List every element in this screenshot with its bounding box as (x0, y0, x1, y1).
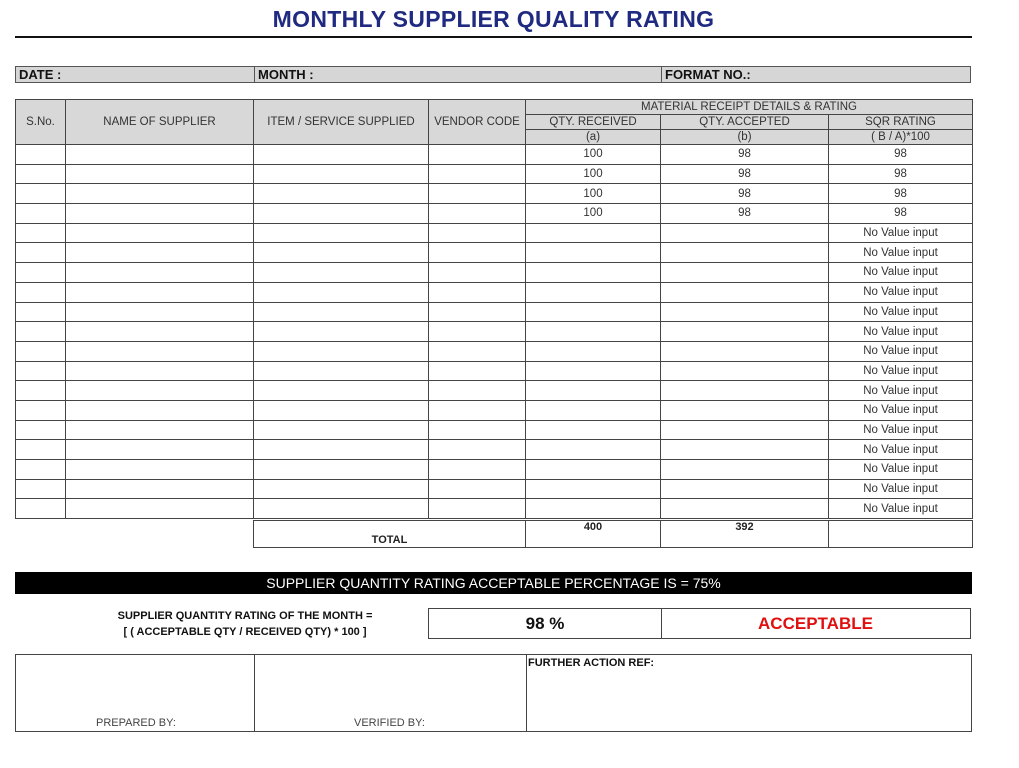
col-header-sqr-rating: SQR RATING (829, 115, 973, 130)
cell-sqr-rating[interactable]: No Value input (829, 302, 973, 322)
cell-vendor-code[interactable] (429, 341, 526, 361)
cell-vendor-code[interactable] (429, 420, 526, 440)
table-row (16, 460, 973, 480)
cell-qty-accepted[interactable]: 98 (661, 204, 829, 224)
cell-sqr-rating[interactable]: 98 (829, 204, 973, 224)
further-action-label: FURTHER ACTION REF: (528, 657, 655, 669)
cell-sqr-rating[interactable]: No Value input (829, 322, 973, 342)
totals-row (253, 520, 973, 548)
cell-qty-received[interactable] (526, 460, 661, 480)
date-field[interactable] (16, 67, 254, 82)
cell-item[interactable] (254, 361, 429, 381)
cell-supplier[interactable] (66, 164, 254, 184)
supplier-rating-table (15, 99, 973, 519)
formula-line-2: [ ( ACCEPTABLE QTY / RECEIVED QTY) * 100 ] (123, 626, 367, 638)
cell-sno[interactable] (16, 361, 66, 381)
formula-text (100, 608, 390, 640)
table-row (16, 302, 973, 322)
table-row (16, 499, 973, 519)
cell-sno[interactable] (16, 204, 66, 224)
title-divider (15, 36, 972, 38)
group-header-material-receipt: MATERIAL RECEIPT DETAILS & RATING (526, 100, 973, 115)
cell-supplier[interactable] (66, 243, 254, 263)
cell-sno[interactable] (16, 184, 66, 204)
cell-item[interactable] (254, 440, 429, 460)
cell-supplier[interactable] (66, 204, 254, 224)
cell-qty-received[interactable] (526, 400, 661, 420)
cell-item[interactable] (254, 381, 429, 401)
table-row (16, 420, 973, 440)
cell-item[interactable] (254, 322, 429, 342)
cell-vendor-code[interactable] (429, 184, 526, 204)
cell-supplier[interactable] (66, 479, 254, 499)
header-info-bar (15, 66, 971, 83)
table-row (16, 184, 973, 204)
cell-item[interactable] (254, 282, 429, 302)
table-row (16, 479, 973, 499)
cell-qty-received[interactable] (526, 263, 661, 283)
cell-qty-accepted[interactable] (661, 341, 829, 361)
cell-qty-accepted[interactable]: 98 (661, 164, 829, 184)
cell-supplier[interactable] (66, 282, 254, 302)
cell-item[interactable] (254, 341, 429, 361)
cell-sqr-rating[interactable]: No Value input (829, 263, 973, 283)
cell-supplier[interactable] (66, 302, 254, 322)
cell-qty-accepted[interactable] (661, 263, 829, 283)
cell-vendor-code[interactable] (429, 164, 526, 184)
cell-qty-received[interactable] (526, 499, 661, 519)
subheader-accepted: (b) (661, 130, 829, 145)
cell-vendor-code[interactable] (429, 322, 526, 342)
cell-vendor-code[interactable] (429, 204, 526, 224)
cell-supplier[interactable] (66, 361, 254, 381)
cell-sqr-rating[interactable]: No Value input (829, 361, 973, 381)
cell-qty-received[interactable] (526, 223, 661, 243)
cell-qty-accepted[interactable] (661, 499, 829, 519)
cell-vendor-code[interactable] (429, 381, 526, 401)
col-header-qty-received: QTY. RECEIVED (526, 115, 661, 130)
cell-sqr-rating[interactable]: No Value input (829, 499, 973, 519)
cell-sno[interactable] (16, 302, 66, 322)
cell-item[interactable] (254, 145, 429, 165)
divider (526, 655, 527, 731)
cell-qty-accepted[interactable] (661, 381, 829, 401)
cell-supplier[interactable] (66, 184, 254, 204)
cell-qty-accepted[interactable] (661, 460, 829, 480)
cell-qty-received[interactable] (526, 440, 661, 460)
col-header-item: ITEM / SERVICE SUPPLIED (254, 100, 429, 145)
cell-sqr-rating[interactable]: No Value input (829, 282, 973, 302)
cell-sno[interactable] (16, 263, 66, 283)
cell-item[interactable] (254, 460, 429, 480)
table-row (16, 400, 973, 420)
cell-sno[interactable] (16, 243, 66, 263)
cell-item[interactable] (254, 479, 429, 499)
table-row (16, 263, 973, 283)
cell-sno[interactable] (16, 460, 66, 480)
table-row (16, 341, 973, 361)
cell-vendor-code[interactable] (429, 243, 526, 263)
format-no-field[interactable] (662, 67, 970, 82)
cell-sqr-rating[interactable]: No Value input (829, 479, 973, 499)
cell-vendor-code[interactable] (429, 361, 526, 381)
total-label: TOTAL (254, 521, 526, 548)
cell-qty-received[interactable] (526, 243, 661, 263)
date-label: DATE : (19, 67, 62, 82)
cell-qty-received[interactable] (526, 282, 661, 302)
acceptance-banner: SUPPLIER QUANTITY RATING ACCEPTABLE PERCENTAGE IS = 75% (15, 572, 972, 594)
cell-sno[interactable] (16, 164, 66, 184)
table-row (16, 440, 973, 460)
cell-item[interactable] (254, 223, 429, 243)
cell-qty-received[interactable] (526, 341, 661, 361)
cell-supplier[interactable] (66, 263, 254, 283)
prepared-by-label: PREPARED BY: (96, 717, 176, 729)
col-header-supplier: NAME OF SUPPLIER (66, 100, 254, 145)
cell-supplier[interactable] (66, 460, 254, 480)
cell-vendor-code[interactable] (429, 499, 526, 519)
cell-sqr-rating[interactable]: 98 (829, 164, 973, 184)
cell-qty-received[interactable] (526, 479, 661, 499)
cell-item[interactable] (254, 263, 429, 283)
cell-sqr-rating[interactable]: No Value input (829, 243, 973, 263)
cell-sno[interactable] (16, 282, 66, 302)
cell-sqr-rating[interactable]: No Value input (829, 341, 973, 361)
cell-qty-received[interactable] (526, 361, 661, 381)
page-title: MONTHLY SUPPLIER QUALITY RATING (272, 6, 715, 32)
col-header-qty-accepted: QTY. ACCEPTED (661, 115, 829, 130)
cell-qty-received[interactable] (526, 322, 661, 342)
cell-supplier[interactable] (66, 499, 254, 519)
cell-sno[interactable] (16, 420, 66, 440)
cell-qty-received[interactable]: 100 (526, 164, 661, 184)
cell-sqr-rating[interactable]: 98 (829, 145, 973, 165)
cell-sqr-rating[interactable]: No Value input (829, 460, 973, 480)
cell-sno[interactable] (16, 479, 66, 499)
cell-vendor-code[interactable] (429, 460, 526, 480)
cell-item[interactable] (254, 420, 429, 440)
table-row (16, 145, 973, 165)
cell-qty-accepted[interactable] (661, 223, 829, 243)
cell-item[interactable] (254, 243, 429, 263)
table-row (16, 282, 973, 302)
cell-qty-accepted[interactable] (661, 400, 829, 420)
cell-item[interactable] (254, 499, 429, 519)
table-row (16, 164, 973, 184)
cell-qty-accepted[interactable] (661, 420, 829, 440)
table-row (16, 381, 973, 401)
formula-line-1: SUPPLIER QUANTITY RATING OF THE MONTH = (117, 610, 373, 622)
cell-supplier[interactable] (66, 381, 254, 401)
cell-sno[interactable] (16, 400, 66, 420)
table-row (16, 243, 973, 263)
cell-supplier[interactable] (66, 223, 254, 243)
col-header-vendor-code: VENDOR CODE (429, 100, 526, 145)
cell-supplier[interactable] (66, 322, 254, 342)
cell-qty-accepted[interactable] (661, 243, 829, 263)
cell-vendor-code[interactable] (429, 282, 526, 302)
cell-sqr-rating[interactable]: No Value input (829, 420, 973, 440)
cell-qty-accepted[interactable]: 98 (661, 184, 829, 204)
cell-qty-accepted[interactable] (661, 322, 829, 342)
cell-supplier[interactable] (66, 400, 254, 420)
cell-vendor-code[interactable] (429, 440, 526, 460)
cell-sno[interactable] (16, 341, 66, 361)
cell-qty-accepted[interactable]: 98 (661, 145, 829, 165)
cell-qty-accepted[interactable] (661, 479, 829, 499)
cell-qty-accepted[interactable] (661, 361, 829, 381)
divider (254, 655, 255, 731)
month-field[interactable] (255, 67, 661, 82)
cell-qty-accepted[interactable] (661, 282, 829, 302)
subheader-received: (a) (526, 130, 661, 145)
cell-sno[interactable] (16, 145, 66, 165)
cell-item[interactable] (254, 164, 429, 184)
cell-qty-received[interactable]: 100 (526, 184, 661, 204)
cell-supplier[interactable] (66, 440, 254, 460)
cell-vendor-code[interactable] (429, 145, 526, 165)
signoff-section (15, 654, 972, 732)
cell-qty-received[interactable] (526, 420, 661, 440)
total-received: 400 (526, 521, 661, 548)
cell-sno[interactable] (16, 223, 66, 243)
cell-supplier[interactable] (66, 341, 254, 361)
cell-vendor-code[interactable] (429, 223, 526, 243)
cell-vendor-code[interactable] (429, 400, 526, 420)
cell-qty-received[interactable] (526, 381, 661, 401)
rating-status: ACCEPTABLE (758, 614, 873, 633)
cell-sno[interactable] (16, 322, 66, 342)
cell-qty-received[interactable] (526, 302, 661, 322)
cell-item[interactable] (254, 204, 429, 224)
col-header-sno: S.No. (16, 100, 66, 145)
cell-sno[interactable] (16, 499, 66, 519)
cell-sqr-rating[interactable]: No Value input (829, 440, 973, 460)
cell-qty-received[interactable]: 100 (526, 145, 661, 165)
table-row (16, 361, 973, 381)
cell-vendor-code[interactable] (429, 479, 526, 499)
cell-supplier[interactable] (66, 420, 254, 440)
result-box (428, 608, 971, 639)
monthly-rating-percent: 98 % (429, 609, 662, 638)
cell-sqr-rating[interactable]: No Value input (829, 400, 973, 420)
cell-sqr-rating[interactable]: No Value input (829, 223, 973, 243)
table-row (16, 204, 973, 224)
cell-supplier[interactable] (66, 145, 254, 165)
table-row (16, 223, 973, 243)
cell-qty-accepted[interactable] (661, 302, 829, 322)
format-no-label: FORMAT NO.: (665, 67, 751, 82)
cell-sqr-rating[interactable]: No Value input (829, 381, 973, 401)
month-label: MONTH : (258, 67, 314, 82)
verified-by-label: VERIFIED BY: (354, 717, 425, 729)
total-rating (829, 521, 973, 548)
total-accepted: 392 (661, 521, 829, 548)
cell-item[interactable] (254, 184, 429, 204)
subheader-rating: ( B / A)*100 (829, 130, 973, 145)
cell-item[interactable] (254, 400, 429, 420)
cell-sno[interactable] (16, 381, 66, 401)
cell-sqr-rating[interactable]: 98 (829, 184, 973, 204)
cell-vendor-code[interactable] (429, 263, 526, 283)
cell-sno[interactable] (16, 440, 66, 460)
cell-item[interactable] (254, 302, 429, 322)
cell-vendor-code[interactable] (429, 302, 526, 322)
table-row (16, 322, 973, 342)
cell-qty-accepted[interactable] (661, 440, 829, 460)
cell-qty-received[interactable]: 100 (526, 204, 661, 224)
